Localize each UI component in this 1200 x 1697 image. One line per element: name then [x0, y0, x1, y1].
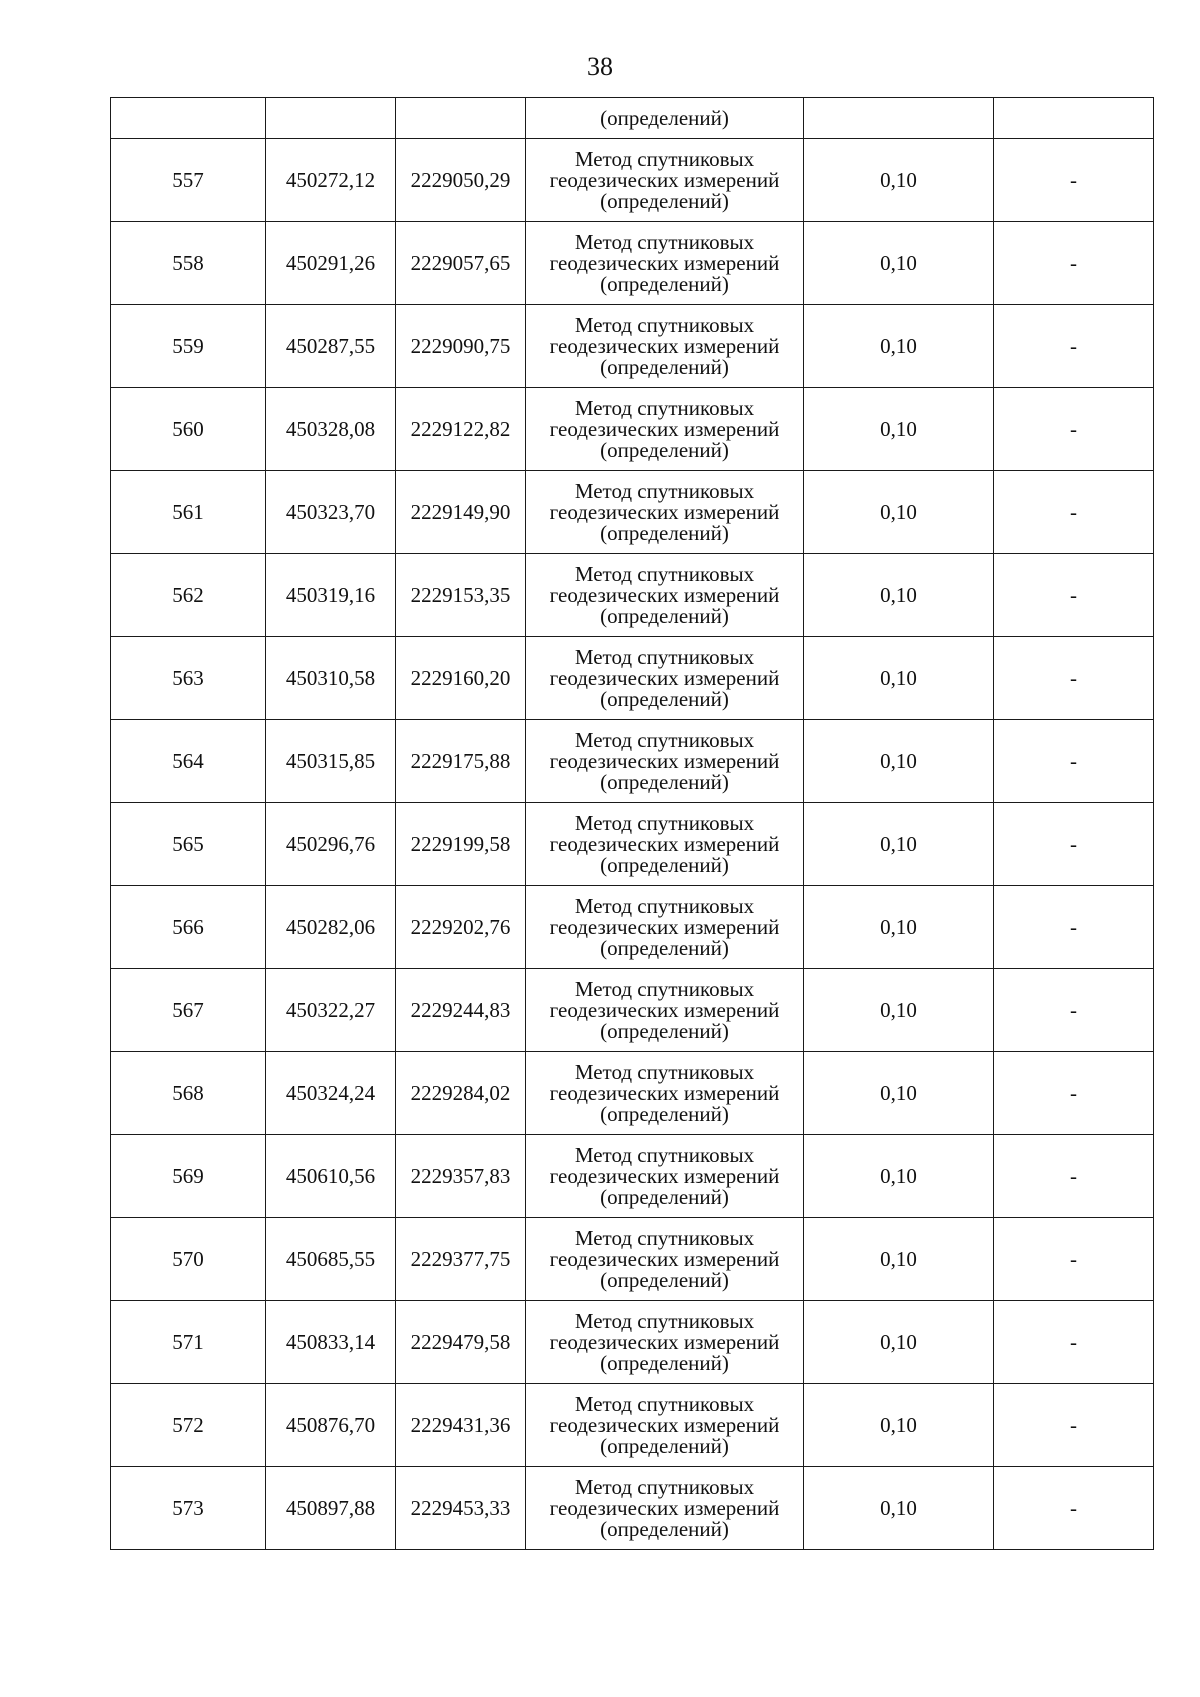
point-number: 559: [111, 305, 266, 388]
coordinate-y: 2229050,29: [396, 139, 526, 222]
note-value: -: [994, 222, 1154, 305]
point-number: 557: [111, 139, 266, 222]
table-row: [111, 139, 1154, 222]
point-number: 561: [111, 471, 266, 554]
note-value: -: [994, 1467, 1154, 1550]
coordinate-y: 2229175,88: [396, 720, 526, 803]
method-cell: [526, 1384, 804, 1467]
method-line-1: Метод спутниковых: [574, 1391, 755, 1416]
method-line-3: (определений): [600, 1267, 729, 1292]
cell-point-number: [111, 98, 266, 139]
method-line-2: геодезических измерений: [549, 1163, 780, 1188]
cell-accuracy: [804, 98, 994, 139]
method-line-1: Метод спутниковых: [574, 478, 755, 503]
point-number: 558: [111, 222, 266, 305]
method-line-1: Метод спутниковых: [574, 312, 755, 337]
table-row: [111, 720, 1154, 803]
method-line-1: Метод спутниковых: [574, 1474, 755, 1499]
table-row: [111, 1467, 1154, 1550]
continued-row: [111, 98, 1154, 139]
table-row: [111, 1218, 1154, 1301]
note-value: -: [994, 554, 1154, 637]
coordinate-x: 450272,12: [266, 139, 396, 222]
point-number: 573: [111, 1467, 266, 1550]
method-line-2: геодезических измерений: [549, 1080, 780, 1105]
note-value: -: [994, 720, 1154, 803]
point-number: 560: [111, 388, 266, 471]
cell-y: [396, 98, 526, 139]
method-cell: [526, 720, 804, 803]
method-line-3: (определений): [600, 935, 729, 960]
method-cell: [526, 886, 804, 969]
method-line-1: Метод спутниковых: [574, 1308, 755, 1333]
table-row: [111, 1052, 1154, 1135]
point-number: 563: [111, 637, 266, 720]
method-cell: [526, 969, 804, 1052]
note-value: -: [994, 139, 1154, 222]
coordinate-x: 450291,26: [266, 222, 396, 305]
coordinate-y: 2229244,83: [396, 969, 526, 1052]
coordinate-y: 2229357,83: [396, 1135, 526, 1218]
method-line-2: геодезических измерений: [549, 748, 780, 773]
method-cell: [526, 471, 804, 554]
method-line-3: (определений): [600, 1184, 729, 1209]
method-line-3: (определений): [600, 1101, 729, 1126]
method-line-2: геодезических измерений: [549, 1412, 780, 1437]
method-cell: [526, 1467, 804, 1550]
method-cell: [526, 388, 804, 471]
cell-x: [266, 98, 396, 139]
method-line-3: (определений): [600, 1516, 729, 1541]
coordinate-y: 2229431,36: [396, 1384, 526, 1467]
method-cell: [526, 1052, 804, 1135]
table-row: [111, 1384, 1154, 1467]
table-row: [111, 886, 1154, 969]
point-number: 565: [111, 803, 266, 886]
note-value: -: [994, 305, 1154, 388]
method-line-1: Метод спутниковых: [574, 1142, 755, 1167]
coordinate-y: 2229199,58: [396, 803, 526, 886]
method-line-3: (определений): [600, 354, 729, 379]
point-number: 566: [111, 886, 266, 969]
note-value: -: [994, 1052, 1154, 1135]
coordinate-x: 450323,70: [266, 471, 396, 554]
accuracy-value: 0,10: [804, 305, 994, 388]
method-line-2: геодезических измерений: [549, 997, 780, 1022]
table-row: [111, 554, 1154, 637]
table-row: [111, 388, 1154, 471]
method-line-2: геодезических измерений: [549, 416, 780, 441]
method-line-1: Метод спутниковых: [574, 727, 755, 752]
coordinates-table: [110, 97, 1154, 1550]
method-line-1: Метод спутниковых: [574, 810, 755, 835]
point-number: 567: [111, 969, 266, 1052]
cell-method-continued: (определений): [526, 98, 804, 139]
method-line-1: Метод спутниковых: [574, 229, 755, 254]
table-row: [111, 1301, 1154, 1384]
method-cell: [526, 1135, 804, 1218]
table-row: [111, 969, 1154, 1052]
coordinate-x: 450876,70: [266, 1384, 396, 1467]
method-cell: [526, 554, 804, 637]
method-line-2: геодезических измерений: [549, 831, 780, 856]
note-value: -: [994, 803, 1154, 886]
method-line-2: геодезических измерений: [549, 167, 780, 192]
method-line-3: (определений): [600, 520, 729, 545]
accuracy-value: 0,10: [804, 1052, 994, 1135]
method-line-2: геодезических измерений: [549, 582, 780, 607]
table-row: [111, 803, 1154, 886]
method-line-3: (определений): [600, 1433, 729, 1458]
coordinate-y: 2229160,20: [396, 637, 526, 720]
coordinate-x: 450315,85: [266, 720, 396, 803]
cell-note: [994, 98, 1154, 139]
method-line-1: Метод спутниковых: [574, 893, 755, 918]
method-line-2: геодезических измерений: [549, 665, 780, 690]
method-line-2: геодезических измерений: [549, 1246, 780, 1271]
method-line-1: Метод спутниковых: [574, 561, 755, 586]
coordinate-x: 450310,58: [266, 637, 396, 720]
method-line-1: Метод спутниковых: [574, 976, 755, 1001]
method-line-2: геодезических измерений: [549, 914, 780, 939]
note-value: -: [994, 471, 1154, 554]
table-row: [111, 305, 1154, 388]
coordinate-x: 450328,08: [266, 388, 396, 471]
note-value: -: [994, 1384, 1154, 1467]
accuracy-value: 0,10: [804, 554, 994, 637]
method-cell: [526, 222, 804, 305]
accuracy-value: 0,10: [804, 388, 994, 471]
method-line-3: (определений): [600, 271, 729, 296]
coordinate-y: 2229122,82: [396, 388, 526, 471]
method-line-1: Метод спутниковых: [574, 395, 755, 420]
method-cell: [526, 637, 804, 720]
accuracy-value: 0,10: [804, 720, 994, 803]
note-value: -: [994, 637, 1154, 720]
method-line-3: (определений): [600, 852, 729, 877]
method-line-2: геодезических измерений: [549, 250, 780, 275]
coordinate-y: 2229149,90: [396, 471, 526, 554]
point-number: 568: [111, 1052, 266, 1135]
method-line-2: геодезических измерений: [549, 333, 780, 358]
coordinate-y: 2229202,76: [396, 886, 526, 969]
accuracy-value: 0,10: [804, 1135, 994, 1218]
method-cell: [526, 803, 804, 886]
table-row: [111, 637, 1154, 720]
method-line-2: геодезических измерений: [549, 1495, 780, 1520]
accuracy-value: 0,10: [804, 1467, 994, 1550]
coordinate-x: 450322,27: [266, 969, 396, 1052]
method-line-2: геодезических измерений: [549, 1329, 780, 1354]
method-line-3: (определений): [600, 1018, 729, 1043]
method-cell: [526, 139, 804, 222]
method-cell: [526, 1301, 804, 1384]
accuracy-value: 0,10: [804, 1218, 994, 1301]
note-value: -: [994, 388, 1154, 471]
coordinate-y: 2229453,33: [396, 1467, 526, 1550]
accuracy-value: 0,10: [804, 222, 994, 305]
note-value: -: [994, 1218, 1154, 1301]
point-number: 570: [111, 1218, 266, 1301]
point-number: 562: [111, 554, 266, 637]
coordinate-x: 450319,16: [266, 554, 396, 637]
coordinate-x: 450282,06: [266, 886, 396, 969]
page-number: 38: [587, 52, 613, 81]
method-line-2: геодезических измерений: [549, 499, 780, 524]
note-value: -: [994, 1135, 1154, 1218]
method-line-1: Метод спутниковых: [574, 644, 755, 669]
method-line-1: Метод спутниковых: [574, 1059, 755, 1084]
table-row: [111, 1135, 1154, 1218]
note-value: -: [994, 886, 1154, 969]
point-number: 571: [111, 1301, 266, 1384]
table-row: [111, 471, 1154, 554]
point-number: 564: [111, 720, 266, 803]
coordinate-y: 2229377,75: [396, 1218, 526, 1301]
coordinate-x: 450287,55: [266, 305, 396, 388]
coordinate-x: 450324,24: [266, 1052, 396, 1135]
method-line-1: Метод спутниковых: [574, 1225, 755, 1250]
note-value: -: [994, 1301, 1154, 1384]
method-line-3: (определений): [600, 437, 729, 462]
coordinate-x: 450897,88: [266, 1467, 396, 1550]
coordinate-y: 2229284,02: [396, 1052, 526, 1135]
method-line-3: (определений): [600, 188, 729, 213]
coordinate-x: 450833,14: [266, 1301, 396, 1384]
accuracy-value: 0,10: [804, 637, 994, 720]
accuracy-value: 0,10: [804, 139, 994, 222]
method-line-3: (определений): [600, 686, 729, 711]
coordinate-x: 450296,76: [266, 803, 396, 886]
coordinate-y: 2229153,35: [396, 554, 526, 637]
method-line-3: (определений): [600, 769, 729, 794]
accuracy-value: 0,10: [804, 1384, 994, 1467]
coordinate-y: 2229057,65: [396, 222, 526, 305]
point-number: 572: [111, 1384, 266, 1467]
note-value: -: [994, 969, 1154, 1052]
coordinate-x: 450685,55: [266, 1218, 396, 1301]
method-cell: [526, 1218, 804, 1301]
accuracy-value: 0,10: [804, 803, 994, 886]
coordinate-y: 2229479,58: [396, 1301, 526, 1384]
point-number: 569: [111, 1135, 266, 1218]
coordinate-y: 2229090,75: [396, 305, 526, 388]
coordinate-x: 450610,56: [266, 1135, 396, 1218]
method-line-3: (определений): [600, 603, 729, 628]
accuracy-value: 0,10: [804, 886, 994, 969]
accuracy-value: 0,10: [804, 471, 994, 554]
table-row: [111, 222, 1154, 305]
method-line-1: Метод спутниковых: [574, 146, 755, 171]
accuracy-value: 0,10: [804, 1301, 994, 1384]
accuracy-value: 0,10: [804, 969, 994, 1052]
method-cell: [526, 305, 804, 388]
method-line-3: (определений): [600, 1350, 729, 1375]
